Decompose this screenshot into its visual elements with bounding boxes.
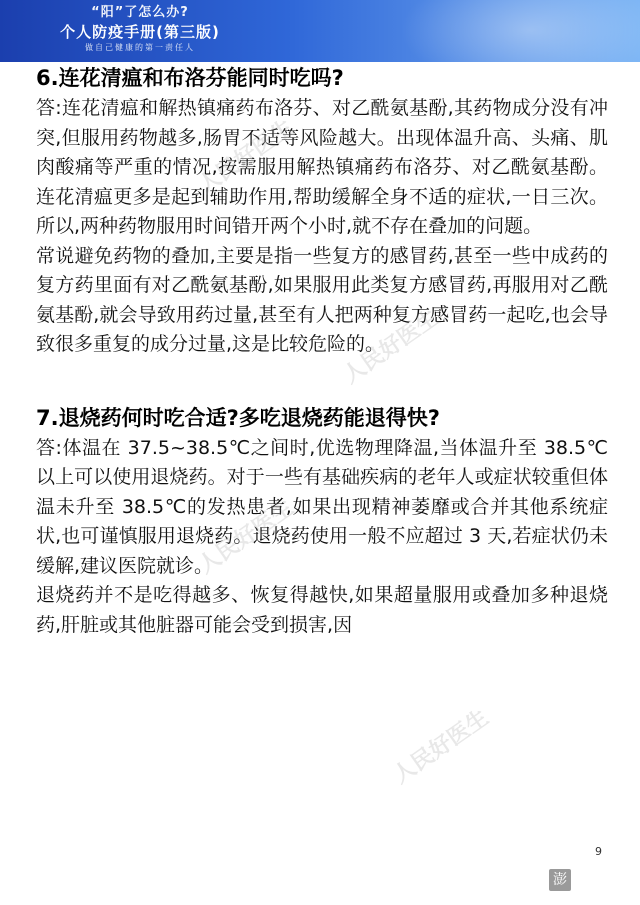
section-7-note: 退烧药并不是吃得越多、恢复得越快,如果超量服用或叠加多种退烧药,肝脏或其他脏器可能会受到损害,因 bbox=[36, 584, 608, 636]
section-7-answer: 答:体温在 37.5~38.5℃之间时,优选物理降温,当体温升至 38.5℃以上可以使用退烧药。对于一些有基础疾病的老年人或症状较重但体温未升至 38.5℃的发热患者,如果出现精神萎靡或合并其他系统症状,也可谨慎服用退烧药。退烧药使用一般不应超过 3 天,若症状仍未缓解,建议医院就诊。 bbox=[36, 436, 608, 577]
section-7-title: 7.退烧药何时吃合适?多吃退烧药能退得快? bbox=[36, 405, 440, 430]
section-6-note: 常说避免药物的叠加,主要是指一些复方的感冒药,甚至一些中成药的复方药里面有对乙酰氨基酚,如果服用此类复方感冒药,再服用对乙酰氨基酚,就会导致用药过量,甚至有人把两种复方感冒药一起吃,也会导致很多重复的成分过量,这是比较危险的。 bbox=[36, 244, 608, 355]
watermark: 人民好医生 bbox=[193, 495, 299, 579]
watermark: 人民好医生 bbox=[388, 705, 494, 789]
section-6-answer: 答:连花清瘟和解热镇痛药布洛芬、对乙酰氨基酚,其药物成分没有冲突,但服用药物越多,肠胃不适等风险越大。出现体温升高、头痛、肌肉酸痛等严重的情况,按需服用解热镇痛药布洛芬、对乙酰氨基酚。连花清瘟更多是起到辅助作用,帮助缓解全身不适的症状,一日三次。所以,两种药物服用时间错开两个小时,就不存在叠加的问题。 bbox=[36, 97, 608, 237]
document-body bbox=[36, 62, 608, 640]
banner-title: 个人防疫手册(第三版) bbox=[60, 23, 220, 41]
banner-slogan: 做自己健康的第一责任人 bbox=[85, 43, 195, 52]
section-6-title: 6.连花清瘟和布洛芬能同时吃吗? bbox=[36, 66, 344, 90]
banner-subtitle: “阳”了怎么办? bbox=[91, 5, 189, 20]
header-banner bbox=[0, 0, 640, 62]
banner-decoration bbox=[400, 0, 640, 62]
section-spacer bbox=[36, 360, 608, 402]
watermark: 人民好医生 bbox=[338, 305, 444, 389]
watermark: 人民好医生 bbox=[193, 115, 299, 199]
publisher-logo-icon: 澎 bbox=[549, 869, 571, 891]
page-number: 9 bbox=[595, 845, 602, 858]
banner-title-block bbox=[40, 4, 240, 54]
